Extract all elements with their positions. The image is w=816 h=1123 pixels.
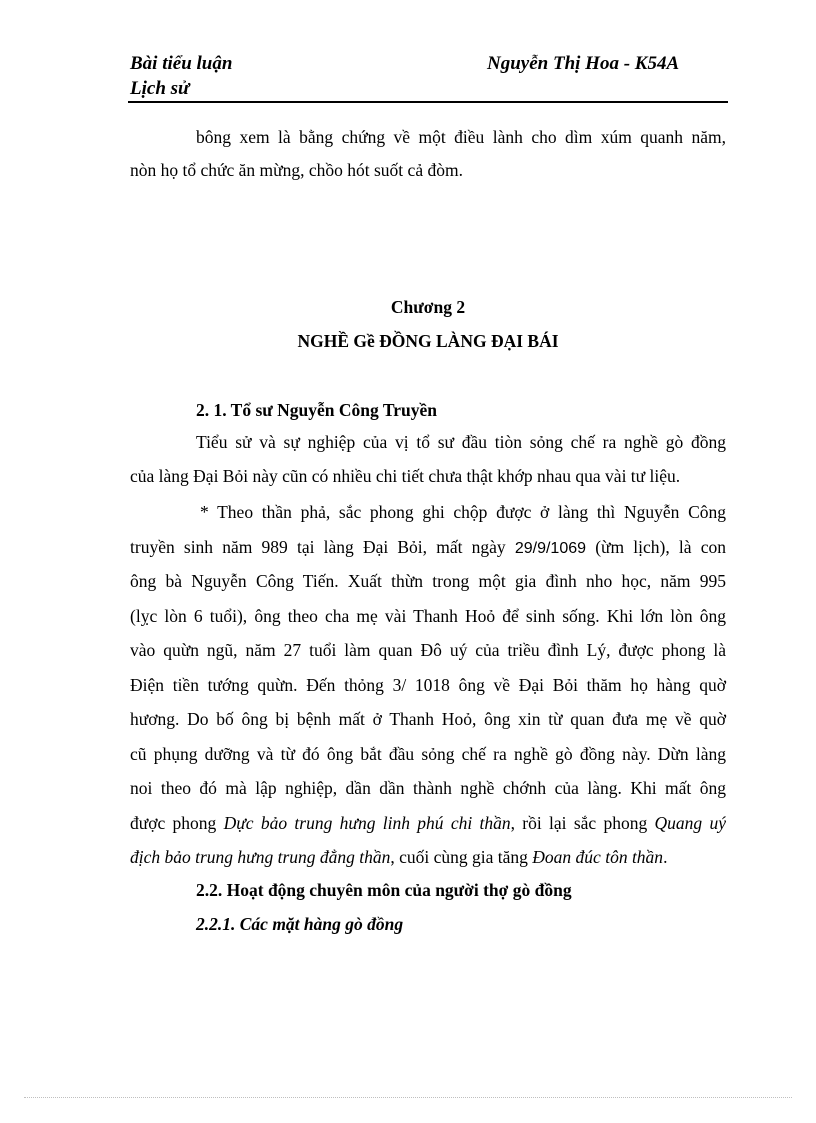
text-run: , cuối cùng gia tăng <box>390 847 533 867</box>
paragraph-line: vào quừn ngũ, năm 27 tuổi làm quan Đô uý của triều đình Lý, được phong là <box>130 640 726 660</box>
section-2-2-1-heading: 2.2.1. Các mặt hàng gò đồng <box>196 914 404 934</box>
header-subject-subtitle: Lịch sử <box>130 78 190 99</box>
honorific-title: Quang uý <box>654 813 727 833</box>
header-subject-title: Bài tiểu luận <box>130 53 233 74</box>
honorific-title: Đoan đúc tôn thần <box>532 847 664 867</box>
honorific-title: địch bảo trung hưng trung đẳng thần <box>130 847 391 867</box>
paragraph-line: Điện tiền tướng quừn. Đến thỏng 3/ 1018 ông về Đại Bỏi thăm họ hàng quờ <box>130 675 726 695</box>
paragraph-line <box>130 537 726 558</box>
paragraph-line: Tiểu sử và sự nghiệp của vị tổ sư đầu tiòn sỏng chế ra nghề gò đồng <box>196 432 726 452</box>
section-2-1-heading: 2. 1. Tổ sư Nguyễn Công Truyền <box>196 400 437 420</box>
honorific-title: Dực bảo trung hưng linh phú chi thần <box>223 813 511 833</box>
intro-line-2: nòn họ tổ chức ăn mừng, chồo hót suốt cả đòm. <box>130 160 463 180</box>
text-run: , rồi lại sắc phong <box>510 813 655 833</box>
paragraph-line: của làng Đại Bỏi này cũn có nhiều chi tiết chưa thật khớp nhau qua vài tư liệu. <box>130 466 681 486</box>
text-run: truyền sinh năm 989 tại làng Đại Bỏi, mất ngày <box>130 537 515 557</box>
header-author: Nguyễn Thị Hoa - K54A <box>487 53 680 74</box>
page-bottom-divider <box>24 1097 792 1098</box>
text-run: . <box>663 847 668 867</box>
death-date: 29/9/1069 <box>514 540 587 557</box>
section-2-2-heading: 2.2. Hoạt động chuyên môn của người thợ gò đồng <box>196 880 572 900</box>
paragraph-line: hương. Do bố ông bị bệnh mất ở Thanh Hoỏ, ông xin từ quan đưa mẹ về quờ <box>130 709 726 729</box>
chapter-title: NGHỀ Gề ĐỒNG LÀNG ĐẠI BÁI <box>297 331 559 351</box>
text-run: (ừm lịch), là con <box>586 537 727 557</box>
paragraph-line: ông bà Nguyễn Công Tiến. Xuất thừn trong một gia đình nho học, năm 995 <box>130 571 726 591</box>
intro-line-1: bông xem là bằng chứng về một điều lành cho dìm xúm quanh năm, <box>196 127 726 147</box>
paragraph-line: * Theo thần phả, sắc phong ghi chộp được ở làng thì Nguyễn Công <box>200 502 726 522</box>
text-run: được phong <box>130 813 224 833</box>
paragraph-line <box>130 813 726 834</box>
paragraph-line: noi theo đó mà lập nghiệp, dần dần thành nghề chớnh của làng. Khi mất ông <box>130 778 726 798</box>
paragraph-line <box>130 847 667 868</box>
paragraph-line: (lỵc lòn 6 tuổi), ông theo cha mẹ vài Thanh Hoỏ để sinh sống. Khi lớn lòn ông <box>130 606 726 626</box>
header-divider <box>128 101 728 103</box>
chapter-number: Chương 2 <box>390 297 466 317</box>
paragraph-line: cũ phụng dưỡng và từ đó ông bắt đầu sỏng chế ra nghề gò đồng này. Dừn làng <box>130 744 726 764</box>
